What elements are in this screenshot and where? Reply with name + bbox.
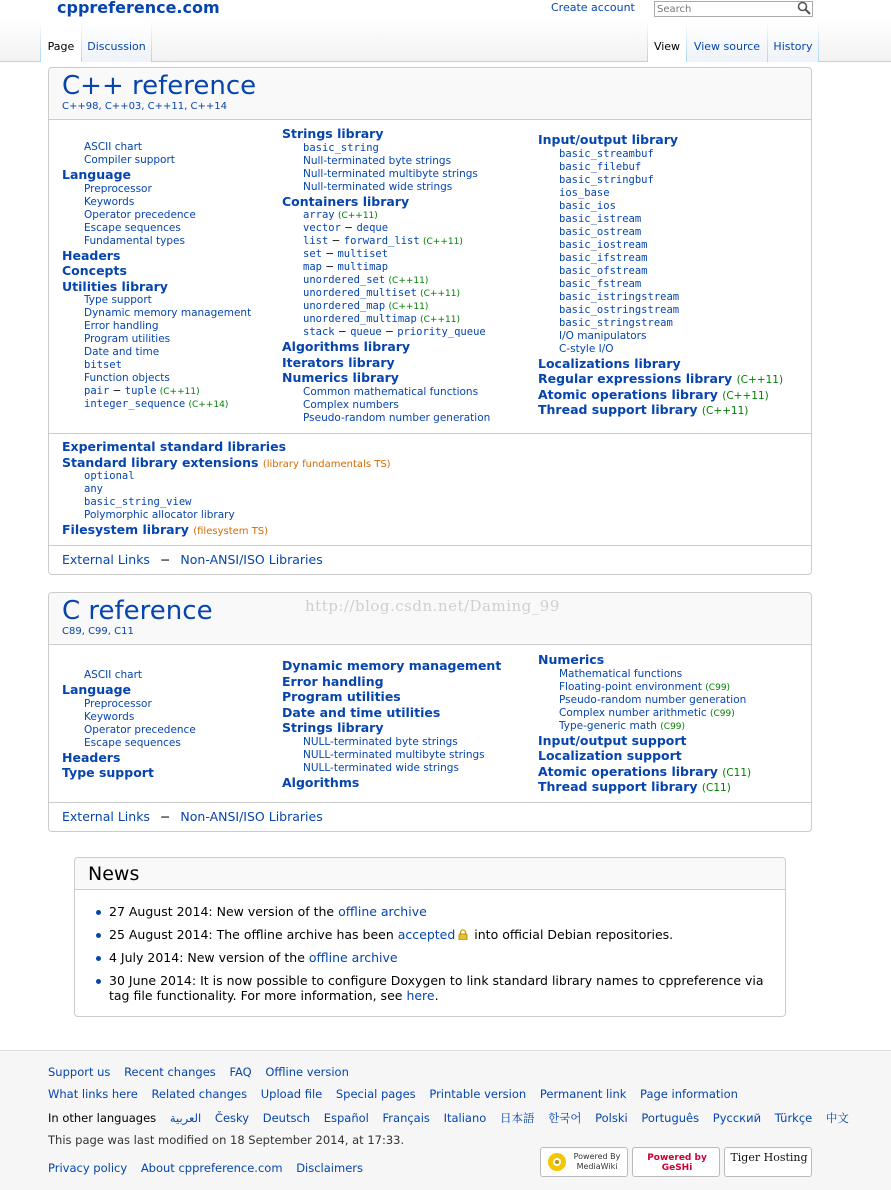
cpp-versions[interactable]: C++98, C++03, C++11, C++14 — [62, 101, 227, 112]
create-account-link[interactable]: Create account — [551, 1, 635, 14]
cpp-thread-row — [538, 402, 783, 418]
cpp-reference-title[interactable]: C++ reference — [62, 71, 257, 101]
separator-dash: − — [385, 326, 394, 338]
cpp-escape-sequences-link[interactable]: Escape sequences — [84, 221, 181, 234]
tab-discussion[interactable] — [82, 22, 151, 62]
last-modified: This page was last modified on 18 September 2014, at 17:33. — [48, 1133, 405, 1147]
separator-dash: − — [159, 552, 171, 567]
c-ntmbs-link[interactable]: NULL-terminated multibyte strings — [303, 748, 485, 761]
c-reference-box — [48, 592, 812, 832]
tab-history-label: History — [773, 40, 813, 53]
separator-dash: − — [325, 248, 335, 260]
cpp-io-item[interactable]: ios_base — [559, 186, 610, 199]
c-reference-title[interactable]: C reference — [62, 596, 213, 626]
cpp-pair-tuple-row — [62, 385, 251, 398]
cpp-extensions-heading[interactable]: Standard library extensions — [62, 454, 259, 470]
cpp-multiset-link[interactable]: multiset — [337, 248, 389, 260]
c-dynamic-memory-heading[interactable]: Dynamic memory management — [282, 658, 502, 673]
c-ntbs-link[interactable]: NULL-terminated byte strings — [303, 735, 458, 748]
footer-row-2 — [48, 1087, 738, 1101]
c-column-1 — [62, 669, 196, 781]
cpp-list-row — [282, 235, 490, 248]
cpp-set-row — [282, 248, 490, 261]
cpp-io-item[interactable]: basic_iostream — [559, 238, 648, 251]
c-error-handling-heading[interactable]: Error handling — [282, 673, 384, 689]
c-localization-heading[interactable]: Localization support — [538, 748, 682, 763]
cpp-operator-precedence-link[interactable]: Operator precedence — [84, 208, 196, 221]
cpp-io-item[interactable]: basic_streambuf — [559, 147, 654, 160]
c-typegeneric-link[interactable]: Type-generic math — [559, 719, 657, 732]
cpp-function-objects-link[interactable]: Function objects — [84, 372, 170, 384]
cpp-ntws-link[interactable]: Null-terminated wide strings — [303, 180, 453, 193]
language-link[interactable]: Português — [641, 1111, 700, 1125]
cpp-io-manipulators-link[interactable]: I/O manipulators — [559, 329, 647, 342]
cpp-containers-heading[interactable]: Containers library — [282, 193, 410, 209]
cpp-type-support-link[interactable]: Type support — [84, 294, 152, 306]
cpp-vector-link[interactable]: vector — [303, 222, 341, 234]
cpp-queue-link[interactable]: queue — [350, 326, 382, 338]
cpp-basic-string-link[interactable]: basic_string — [303, 141, 379, 154]
cpp-iterators-heading[interactable]: Iterators library — [282, 354, 395, 370]
cpp-io-item[interactable]: basic_stringstream — [559, 316, 673, 329]
c-versions[interactable]: C89, C99, C11 — [62, 626, 134, 637]
news-item — [95, 950, 775, 965]
footer-link[interactable]: About cppreference.com — [140, 1161, 283, 1175]
cpp-io-heading[interactable]: Input/output library — [538, 132, 679, 147]
language-link[interactable]: Español — [323, 1111, 369, 1125]
mediawiki-logo-icon — [546, 1151, 568, 1173]
cpp-strings-heading[interactable]: Strings library — [282, 126, 384, 141]
cpp-non-ansi-link[interactable]: Non-ANSI/ISO Libraries — [180, 552, 323, 567]
cpp-algorithms-heading[interactable]: Algorithms library — [282, 339, 411, 354]
tab-view-label: View — [653, 40, 681, 53]
cpp-forward-list-link[interactable]: forward_list — [343, 235, 420, 247]
c-date-time-heading[interactable]: Date and time utilities — [282, 704, 441, 720]
news-item — [95, 973, 775, 1003]
c-operator-precedence-link[interactable]: Operator precedence — [84, 723, 196, 736]
cpp-vector-deque-row — [282, 222, 490, 235]
language-link[interactable]: Deutsch — [262, 1111, 311, 1125]
cpp-language-heading[interactable]: Language — [62, 167, 132, 182]
footer-link[interactable]: Recent changes — [124, 1065, 216, 1079]
language-link[interactable]: 한국어 — [548, 1111, 582, 1125]
cpp-external-links[interactable]: External Links — [62, 552, 150, 567]
footer-link[interactable]: FAQ — [229, 1065, 252, 1079]
tab-page[interactable] — [41, 22, 81, 62]
version-badge: (C++11) — [722, 389, 769, 402]
c-escape-sequences-link[interactable]: Escape sequences — [84, 736, 181, 749]
cpp-random-link[interactable]: Pseudo-random number generation — [303, 411, 491, 424]
cpp-io-item[interactable]: basic_ostream — [559, 225, 642, 238]
cpp-thread-heading[interactable]: Thread support library — [538, 402, 698, 417]
top-bar — [0, 0, 891, 62]
footer-link[interactable]: Related changes — [151, 1087, 248, 1101]
c-atomic-row — [538, 764, 751, 780]
c-external-links-row — [62, 809, 323, 824]
c-thread-heading[interactable]: Thread support library — [538, 779, 698, 794]
cpp-map-row — [282, 261, 490, 274]
version-badge: (C++11) — [388, 302, 429, 312]
cpp-unordered-multiset-row — [282, 287, 490, 300]
language-link[interactable]: Italiano — [443, 1111, 487, 1125]
tab-discussion-label: Discussion — [87, 40, 146, 53]
cpp-localizations-heading[interactable]: Localizations library — [538, 355, 681, 371]
news-text: 27 August 2014: New version of the — [109, 904, 339, 919]
search-input[interactable] — [654, 1, 813, 17]
cpp-unordered-set-row — [282, 274, 490, 287]
cpp-fundamental-types-link[interactable]: Fundamental types — [84, 234, 185, 247]
cpp-io-item[interactable]: basic_stringbuf — [559, 173, 654, 186]
c-type-support-heading[interactable]: Type support — [62, 765, 154, 780]
footer-link[interactable]: What links here — [48, 1087, 138, 1101]
news-text: 25 August 2014: The offline archive has been — [109, 927, 398, 942]
news-text: 30 June 2014: It is now possible to configure Doxygen to link standard library names to cppreference via tag file functionality. For more information, see — [109, 973, 764, 1003]
divider — [49, 433, 811, 434]
cpp-experimental-section — [62, 439, 391, 538]
cpp-unordered-map-link[interactable]: unordered_map — [303, 300, 386, 312]
language-link[interactable]: 中文 — [825, 1111, 849, 1125]
language-link[interactable]: Français — [382, 1111, 430, 1125]
cpp-experimental-heading[interactable]: Experimental standard libraries — [62, 439, 287, 454]
c-algorithms-heading[interactable]: Algorithms — [282, 774, 360, 790]
cpp-headers-heading[interactable]: Headers — [62, 247, 121, 263]
cpp-io-item[interactable]: basic_filebuf — [559, 160, 642, 173]
ts-badge: (filesystem TS) — [193, 526, 269, 537]
c-strings-heading[interactable]: Strings library — [282, 720, 384, 735]
cpp-unordered-map-row — [282, 300, 490, 313]
c-numerics-heading[interactable]: Numerics — [538, 652, 605, 667]
tab-page-label: Page — [47, 40, 75, 53]
ts-badge: (library fundamentals TS) — [262, 458, 391, 470]
c-complex-row — [538, 707, 751, 720]
footer-link[interactable]: Permanent link — [539, 1087, 627, 1101]
c-thread-row — [538, 779, 751, 795]
tab-view[interactable] — [648, 22, 686, 62]
tab-view-source-label: View source — [693, 40, 761, 53]
c-column-2 — [282, 658, 501, 790]
separator-dash: − — [344, 222, 354, 234]
cpp-stack-link[interactable]: stack — [303, 326, 335, 338]
news-item — [95, 927, 775, 942]
search-icon[interactable] — [797, 1, 811, 15]
footer-link[interactable]: Page information — [640, 1087, 738, 1101]
footer-link[interactable]: Printable version — [429, 1087, 527, 1101]
cpp-array-row — [282, 209, 490, 222]
cpp-array-link[interactable]: array — [303, 209, 335, 221]
cpp-integer-sequence-link[interactable]: integer_sequence — [84, 398, 186, 410]
cpp-complex-link[interactable]: Complex numbers — [303, 398, 399, 411]
cpp-program-utilities-link[interactable]: Program utilities — [84, 333, 171, 345]
footer-link[interactable]: Upload file — [260, 1087, 323, 1101]
cpp-bitset-link[interactable]: bitset — [84, 359, 122, 371]
c-typegeneric-row — [538, 720, 751, 733]
version-badge: (C99) — [660, 721, 686, 732]
cpp-multimap-link[interactable]: multimap — [337, 261, 389, 273]
c-non-ansi-link[interactable]: Non-ANSI/ISO Libraries — [180, 809, 323, 824]
divider — [49, 545, 811, 546]
c-keywords-link[interactable]: Keywords — [84, 710, 135, 723]
cpp-map-link[interactable]: map — [303, 261, 322, 273]
footer-link[interactable]: Special pages — [335, 1087, 416, 1101]
cpp-dynamic-memory-link[interactable]: Dynamic memory management — [84, 307, 252, 319]
cpp-c-style-io-link[interactable]: C-style I/O — [559, 342, 614, 355]
c-program-utilities-heading[interactable]: Program utilities — [282, 689, 401, 704]
cpp-reference-header — [49, 68, 811, 120]
footer-link[interactable]: Offline version — [265, 1065, 349, 1079]
tab-history[interactable] — [768, 22, 818, 62]
c-language-heading[interactable]: Language — [62, 682, 132, 697]
c-preprocessor-link[interactable]: Preprocessor — [84, 697, 152, 710]
separator-dash: − — [325, 261, 335, 273]
cpp-column-2 — [282, 126, 490, 425]
cpp-io-item[interactable]: basic_istream — [559, 212, 642, 225]
version-badge: (C11) — [701, 782, 731, 794]
cpp-unordered-multimap-link[interactable]: unordered_multimap — [303, 313, 417, 325]
footer-link[interactable]: Support us — [48, 1065, 111, 1079]
c-external-links[interactable]: External Links — [62, 809, 150, 824]
footer-row-4 — [48, 1161, 363, 1175]
languages-label: In other languages — [48, 1111, 157, 1125]
cpp-extensions-row — [62, 455, 391, 471]
cpp-column-1 — [62, 141, 251, 411]
cpp-utilities-heading[interactable]: Utilities library — [62, 278, 168, 294]
language-link[interactable]: Türkçe — [774, 1111, 813, 1125]
cpp-date-time-link[interactable]: Date and time — [84, 346, 160, 358]
cpp-ntbs-link[interactable]: Null-terminated byte strings — [303, 154, 452, 167]
cpp-deque-link[interactable]: deque — [356, 222, 389, 234]
tiger-hosting-badge[interactable] — [724, 1147, 812, 1177]
separator-dash: − — [159, 809, 171, 824]
version-badge: (C++11) — [701, 405, 749, 417]
cpp-ascii-chart-link[interactable]: ASCII chart — [84, 141, 143, 153]
footer-row-1 — [48, 1065, 349, 1079]
version-badge: (C++11) — [736, 374, 784, 386]
c-fenv-link[interactable]: Floating-point environment — [559, 680, 702, 693]
cpp-adaptors-row — [282, 326, 490, 339]
cpp-filesystem-heading[interactable]: Filesystem library — [62, 522, 189, 537]
cpp-io-item[interactable]: basic_ifstream — [559, 251, 648, 264]
c-math-link[interactable]: Mathematical functions — [559, 667, 683, 680]
c-ascii-chart-link[interactable]: ASCII chart — [84, 669, 143, 681]
version-badge: (C++14) — [188, 400, 229, 410]
cpp-compiler-support-link[interactable]: Compiler support — [84, 154, 175, 166]
site-logo[interactable]: cppreference.com — [57, 0, 220, 17]
here-link[interactable]: here — [406, 988, 435, 1003]
cpp-io-item[interactable]: basic_ofstream — [559, 264, 648, 277]
version-badge: (C++11) — [159, 387, 200, 397]
offline-archive-link[interactable]: offline archive — [338, 904, 427, 919]
offline-archive-link[interactable]: offline archive — [308, 950, 398, 965]
divider — [49, 802, 811, 803]
cpp-tuple-link[interactable]: tuple — [124, 385, 157, 397]
cpp-poly-alloc-link[interactable]: Polymorphic allocator library — [84, 509, 235, 521]
news-title: News — [75, 858, 785, 890]
version-badge: (C++11) — [388, 276, 429, 286]
cpp-priority-queue-link[interactable]: priority_queue — [397, 326, 486, 338]
language-link[interactable]: Polski — [595, 1111, 628, 1125]
version-badge: (C99) — [705, 682, 731, 693]
footer-languages — [48, 1110, 849, 1126]
version-badge: (C++11) — [420, 289, 460, 299]
version-badge: (C11) — [722, 766, 752, 779]
language-link[interactable]: العربية — [169, 1111, 202, 1125]
watermark: http://blog.csdn.net/Daming_99 — [305, 597, 560, 615]
version-badge: (C++11) — [423, 237, 463, 247]
c-ntws-link[interactable]: NULL-terminated wide strings — [303, 761, 459, 774]
news-box — [74, 857, 786, 1017]
cpp-unordered-multiset-link[interactable]: unordered_multiset — [303, 287, 417, 299]
mediawiki-badge[interactable] — [540, 1147, 628, 1177]
footer-link[interactable]: Disclaimers — [296, 1161, 363, 1175]
c-atomic-heading[interactable]: Atomic operations library — [538, 763, 718, 779]
separator-dash: − — [337, 326, 347, 338]
cpp-ntmbs-link[interactable]: Null-terminated multibyte strings — [303, 167, 478, 180]
c-fenv-row — [538, 681, 751, 694]
cpp-atomic-heading[interactable]: Atomic operations library — [538, 386, 718, 402]
version-badge: (C++11) — [420, 315, 460, 325]
cpp-io-item[interactable]: basic_istringstream — [559, 290, 680, 303]
cpp-io-item[interactable]: basic_fstream — [559, 277, 642, 290]
language-link[interactable]: 日本語 — [499, 1111, 535, 1125]
mediawiki-badge-text: Powered By MediaWiki — [573, 1152, 621, 1171]
geshi-badge-text: Powered by GeSHi — [647, 1153, 707, 1173]
version-badge: (C99) — [710, 708, 735, 719]
cpp-column-3 — [538, 132, 783, 418]
cpp-math-link[interactable]: Common mathematical functions — [303, 385, 479, 398]
cpp-numerics-heading[interactable]: Numerics library — [282, 370, 399, 385]
c-complex-link[interactable]: Complex number arithmetic — [559, 706, 707, 719]
cpp-unordered-set-link[interactable]: unordered_set — [303, 274, 386, 286]
cpp-io-item[interactable]: basic_ostringstream — [559, 303, 680, 316]
cpp-filesystem-row — [62, 522, 391, 538]
footer-link[interactable]: Privacy policy — [48, 1161, 128, 1175]
cpp-optional-link[interactable]: optional — [84, 470, 135, 482]
cpp-pair-link[interactable]: pair — [84, 385, 110, 397]
language-link[interactable]: Русский — [712, 1111, 762, 1125]
cpp-keywords-link[interactable]: Keywords — [84, 195, 135, 208]
cpp-io-item[interactable]: basic_ios — [559, 199, 616, 212]
accepted-link[interactable]: accepted — [397, 927, 456, 942]
cpp-error-handling-link[interactable]: Error handling — [84, 320, 159, 332]
news-item — [95, 904, 775, 919]
c-random-link[interactable]: Pseudo-random number generation — [559, 693, 747, 706]
cpp-any-link[interactable]: any — [84, 483, 103, 495]
tiger-hosting-badge-text: Tiger Hosting — [730, 1151, 808, 1164]
cpp-reference-box — [48, 67, 812, 575]
news-list — [95, 904, 775, 1011]
cpp-atomic-row — [538, 387, 783, 403]
c-io-heading[interactable]: Input/output support — [538, 732, 687, 748]
language-link[interactable]: Česky — [214, 1111, 250, 1125]
cpp-string-view-link[interactable]: basic_string_view — [84, 496, 192, 508]
separator-dash: − — [112, 385, 122, 397]
cpp-concepts-heading[interactable]: Concepts — [62, 263, 127, 278]
separator-dash: − — [331, 235, 341, 247]
tab-view-source[interactable] — [687, 22, 767, 62]
c-column-3 — [538, 652, 751, 795]
cpp-unordered-multimap-row — [282, 313, 490, 326]
c-headers-heading[interactable]: Headers — [62, 749, 121, 765]
lock-icon — [458, 929, 468, 940]
cpp-list-link[interactable]: list — [303, 235, 329, 247]
cpp-preprocessor-link[interactable]: Preprocessor — [84, 182, 152, 195]
cpp-set-link[interactable]: set — [303, 248, 322, 260]
cpp-regex-row — [538, 371, 783, 387]
cpp-regex-heading[interactable]: Regular expressions library — [538, 371, 733, 386]
news-text: 4 July 2014: New version of the — [109, 950, 309, 965]
news-text: into official Debian repositories. — [470, 927, 674, 942]
cpp-external-links-row — [62, 552, 323, 567]
cpp-integer-sequence-row — [62, 398, 251, 411]
version-badge: (C++11) — [337, 211, 378, 221]
news-text: . — [434, 988, 439, 1003]
geshi-badge[interactable] — [632, 1147, 720, 1177]
